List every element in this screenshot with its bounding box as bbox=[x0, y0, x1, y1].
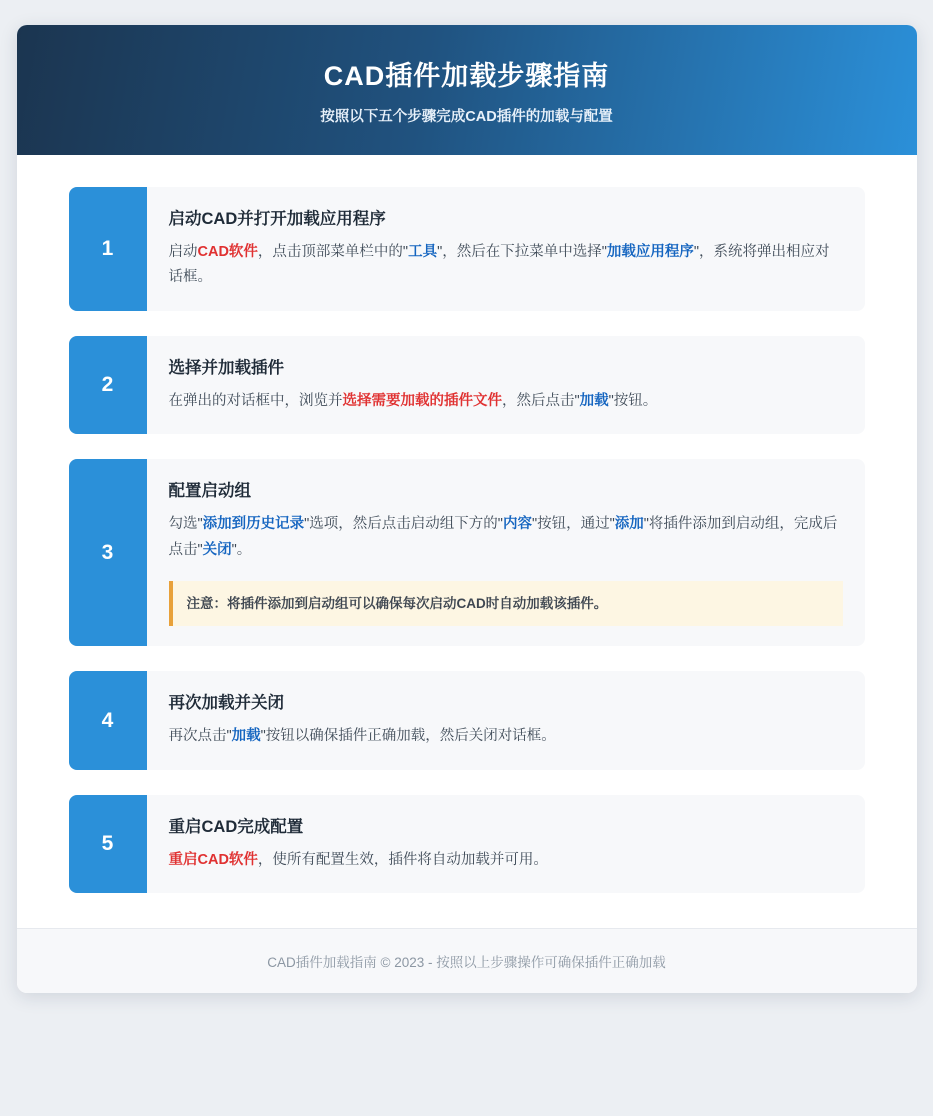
step-number-badge: 3 bbox=[69, 459, 147, 646]
step-description bbox=[169, 512, 843, 563]
text-fragment: ，然后点击" bbox=[502, 392, 580, 409]
highlighted-term: 添加到历史记录 bbox=[202, 516, 305, 533]
step-number-badge: 5 bbox=[69, 795, 147, 893]
text-fragment: ，使所有配置生效，插件将自动加载并可用。 bbox=[257, 851, 548, 868]
text-fragment: "按钮。 bbox=[608, 392, 658, 409]
text-fragment: 启动 bbox=[168, 244, 198, 260]
step-description bbox=[169, 240, 843, 291]
step-title: 再次加载并关闭 bbox=[168, 694, 284, 713]
step-number-badge: 1 bbox=[69, 187, 147, 311]
step-item bbox=[69, 187, 865, 311]
step-body bbox=[147, 459, 865, 646]
step-title: 启动CAD并打开加载应用程序 bbox=[168, 210, 386, 228]
step-item bbox=[69, 459, 865, 646]
step-note: 注意：将插件添加到启动组可以确保每次启动CAD时自动加载该插件。 bbox=[169, 581, 843, 627]
page-title: CAD插件加载步骤指南 bbox=[323, 61, 610, 91]
step-body bbox=[147, 671, 865, 769]
step-number-badge: 2 bbox=[69, 336, 147, 434]
text-fragment: 再次点击" bbox=[168, 728, 232, 745]
highlighted-term: 添加 bbox=[614, 516, 644, 533]
step-title: 配置启动组 bbox=[168, 482, 251, 501]
step-title: 重启CAD完成配置 bbox=[168, 817, 304, 836]
highlighted-term: 选择需要加载的插件文件 bbox=[342, 392, 502, 409]
text-fragment: "，系统将弹出相应对话框。 bbox=[168, 244, 830, 286]
text-fragment: ，点击顶部菜单栏中的" bbox=[257, 244, 409, 260]
highlighted-term: 加载应用程序 bbox=[606, 244, 694, 260]
step-description bbox=[169, 724, 843, 749]
step-body bbox=[147, 336, 865, 434]
page-header bbox=[17, 25, 917, 155]
step-item bbox=[69, 671, 865, 769]
step-title: 选择并加载插件 bbox=[168, 358, 284, 377]
step-item bbox=[69, 795, 865, 893]
step-description bbox=[169, 389, 843, 414]
step-item bbox=[69, 336, 865, 434]
highlighted-term: 加载 bbox=[231, 728, 261, 745]
step-number-badge: 4 bbox=[69, 671, 147, 769]
text-fragment: "。 bbox=[231, 541, 252, 558]
text-fragment: "，然后在下拉菜单中选择" bbox=[437, 244, 607, 260]
text-fragment: 在弹出的对话框中，浏览并 bbox=[168, 392, 343, 409]
page-footer: CAD插件加载指南 © 2023 - 按照以上步骤操作可确保插件正确加载 bbox=[17, 928, 917, 993]
text-fragment: "将插件添加到启动组，完成后点击" bbox=[168, 516, 838, 558]
highlighted-term: 工具 bbox=[408, 244, 438, 260]
text-fragment: "按钮以确保插件正确加载，然后关闭对话框。 bbox=[260, 728, 556, 745]
steps-list bbox=[17, 155, 917, 928]
guide-card bbox=[17, 25, 917, 993]
step-body bbox=[147, 187, 865, 311]
highlighted-term: CAD软件 bbox=[197, 244, 258, 260]
step-body bbox=[147, 795, 865, 893]
highlighted-term: 加载 bbox=[579, 392, 609, 409]
highlighted-term: 重启CAD软件 bbox=[168, 851, 258, 868]
page-subtitle: 按照以下五个步骤完成CAD插件的加载与配置 bbox=[320, 109, 613, 125]
highlighted-term: 内容 bbox=[502, 516, 532, 533]
text-fragment: 勾选" bbox=[168, 516, 203, 533]
text-fragment: "按钮，通过" bbox=[531, 516, 615, 533]
step-description bbox=[169, 848, 843, 873]
text-fragment: "选项，然后点击启动组下方的" bbox=[304, 516, 503, 533]
highlighted-term: 关闭 bbox=[202, 541, 232, 558]
